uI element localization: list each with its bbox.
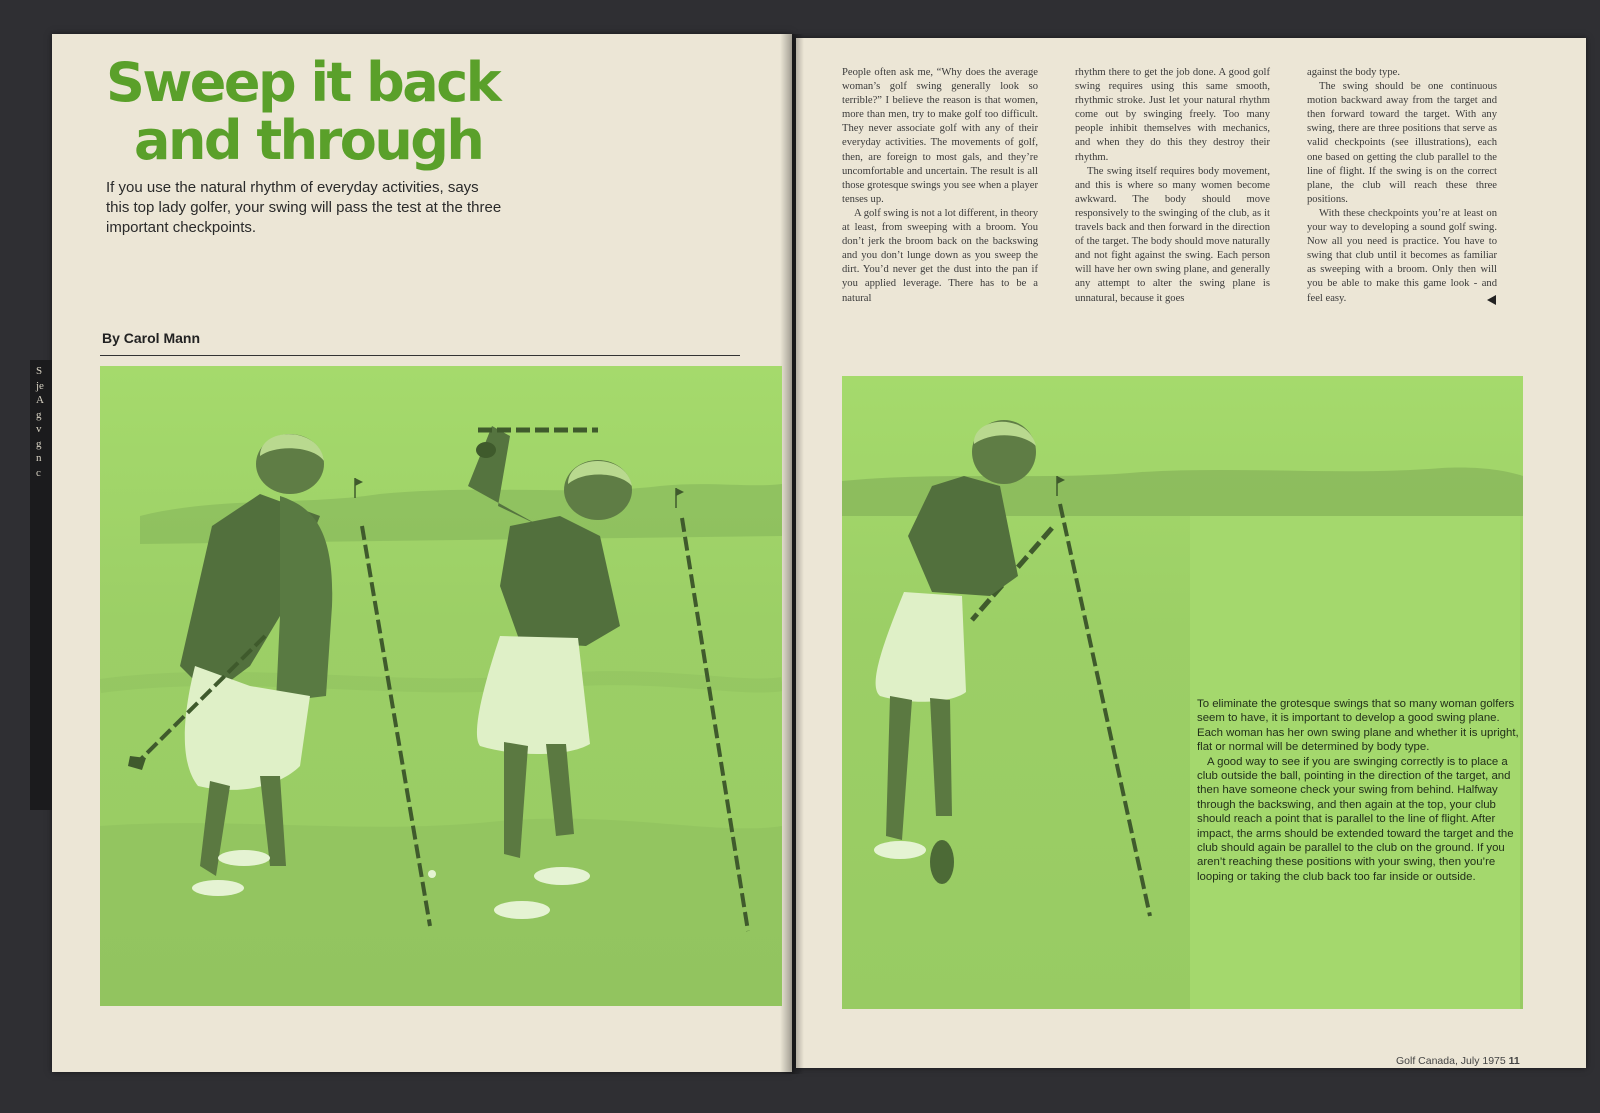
target-line-club bbox=[1060, 504, 1150, 916]
page-number: 11 bbox=[1508, 1055, 1520, 1067]
headline-line-1: Sweep it back bbox=[106, 51, 500, 114]
book-spine-shadow bbox=[780, 34, 804, 1074]
edge-letter: g bbox=[36, 408, 42, 421]
body-paragraph: With these checkpoints you’re at least on your way to developing a sound golf swing. Now all you need is practice. You have to swing that club until it becomes as familiar as sweeping with a broom. Only then will you be able to make this game look - and feel easy. bbox=[1307, 207, 1497, 304]
body-column-3 bbox=[1307, 66, 1497, 306]
edge-letter: g bbox=[36, 437, 42, 450]
body-paragraph: against the body type. bbox=[1307, 67, 1400, 78]
illustration-address-and-backswing bbox=[100, 366, 782, 1006]
body-paragraph: The swing itself requires body movement, and this is where so many women become awkward. The body should move responsively to the swinging of the club, as it travels back and then forward in the direction of the target. The body should move naturally and not fight against the swing. Each person will have her own swing plane, and generally any attempt to alter the swing plane is unnatural, because it goes bbox=[1075, 165, 1270, 304]
edge-letter: n bbox=[36, 452, 42, 464]
byline: By Carol Mann bbox=[102, 330, 201, 346]
article-headline bbox=[106, 51, 500, 172]
illustration-caption bbox=[1197, 697, 1523, 884]
end-of-article-icon bbox=[1487, 295, 1496, 305]
body-paragraph: rhythm there to get the job done. A good golf swing requires using this same smooth, rhythmic stroke. Just let your natural rhythm come out by swinging freely. Too many people inhibit themselves with mechanics, and when they do this they destroy their rhythm. bbox=[1075, 67, 1270, 163]
previous-page-edge-text bbox=[36, 364, 50, 480]
page-footer bbox=[1396, 1055, 1520, 1067]
footer-publication: Golf Canada, July 1975 bbox=[1396, 1055, 1506, 1067]
edge-letter: je bbox=[36, 379, 44, 392]
article-deck: If you use the natural rhythm of everyday activities, says this top lady golfer, your swing will pass the test at the three important checkpoints. bbox=[106, 179, 502, 236]
headline-line-2: and through bbox=[134, 109, 483, 172]
edge-letter: c bbox=[36, 466, 41, 479]
edge-letter: S bbox=[36, 365, 43, 377]
edge-letter: A bbox=[36, 394, 44, 406]
golfers-illustration-left bbox=[100, 366, 782, 1006]
body-column-1 bbox=[842, 66, 1038, 306]
byline-rule bbox=[100, 355, 740, 356]
caption-paragraph: To eliminate the grotesque swings that so many woman golfers seem to have, it is important to develop a good swing plane. Each woman has her own swing plane and whether it is upright, flat or normal will be determined by body type. bbox=[1197, 698, 1519, 754]
body-paragraph: The swing should be one continuous motion backward away from the target and then forward toward the target. With any swing, there are three positions that serve as valid checkpoints (see illustrations), each one based on getting the club parallel to the line of flight. If the swing is on the correct plane, the club will reach these three positions. bbox=[1307, 81, 1497, 205]
flag-icon bbox=[355, 478, 363, 498]
caption-paragraph: A good way to see if you are swinging correctly is to place a club outside the ball, pointing in the direction of the target, and then have someone check your swing from behind. Halfway through the backswing, and then again at the top, your club should reach a point that is parallel to the line of flight. After impact, the arms should be extended toward the target and the club should again be parallel to the club on the ground. If you aren’t reaching these positions with your swing, then you’re looping or taking the club back too far inside or outside. bbox=[1197, 755, 1514, 883]
edge-letter: v bbox=[36, 423, 42, 435]
body-paragraph: A golf swing is not a lot different, in theory at least, from sweeping with a broom. You don’t jerk the broom back on the backswing and you don’t lunge down as you sweep the dirt. You’d never get the dust into the pan if you applied leverage. There has to be a natural bbox=[842, 207, 1038, 304]
body-paragraph: People often ask me, “Why does the average woman’s golf swing generally look so terrible?” I believe the reason is that women, more than men, try to make golf too difficult. They never associate golf with any of their everyday activities. The movements of golf, then, are foreign to most gals, and they’re uncomfortable and uncertain. The result is all those grotesque swings you see when a player tenses up. bbox=[842, 67, 1038, 205]
body-column-2 bbox=[1075, 66, 1270, 306]
